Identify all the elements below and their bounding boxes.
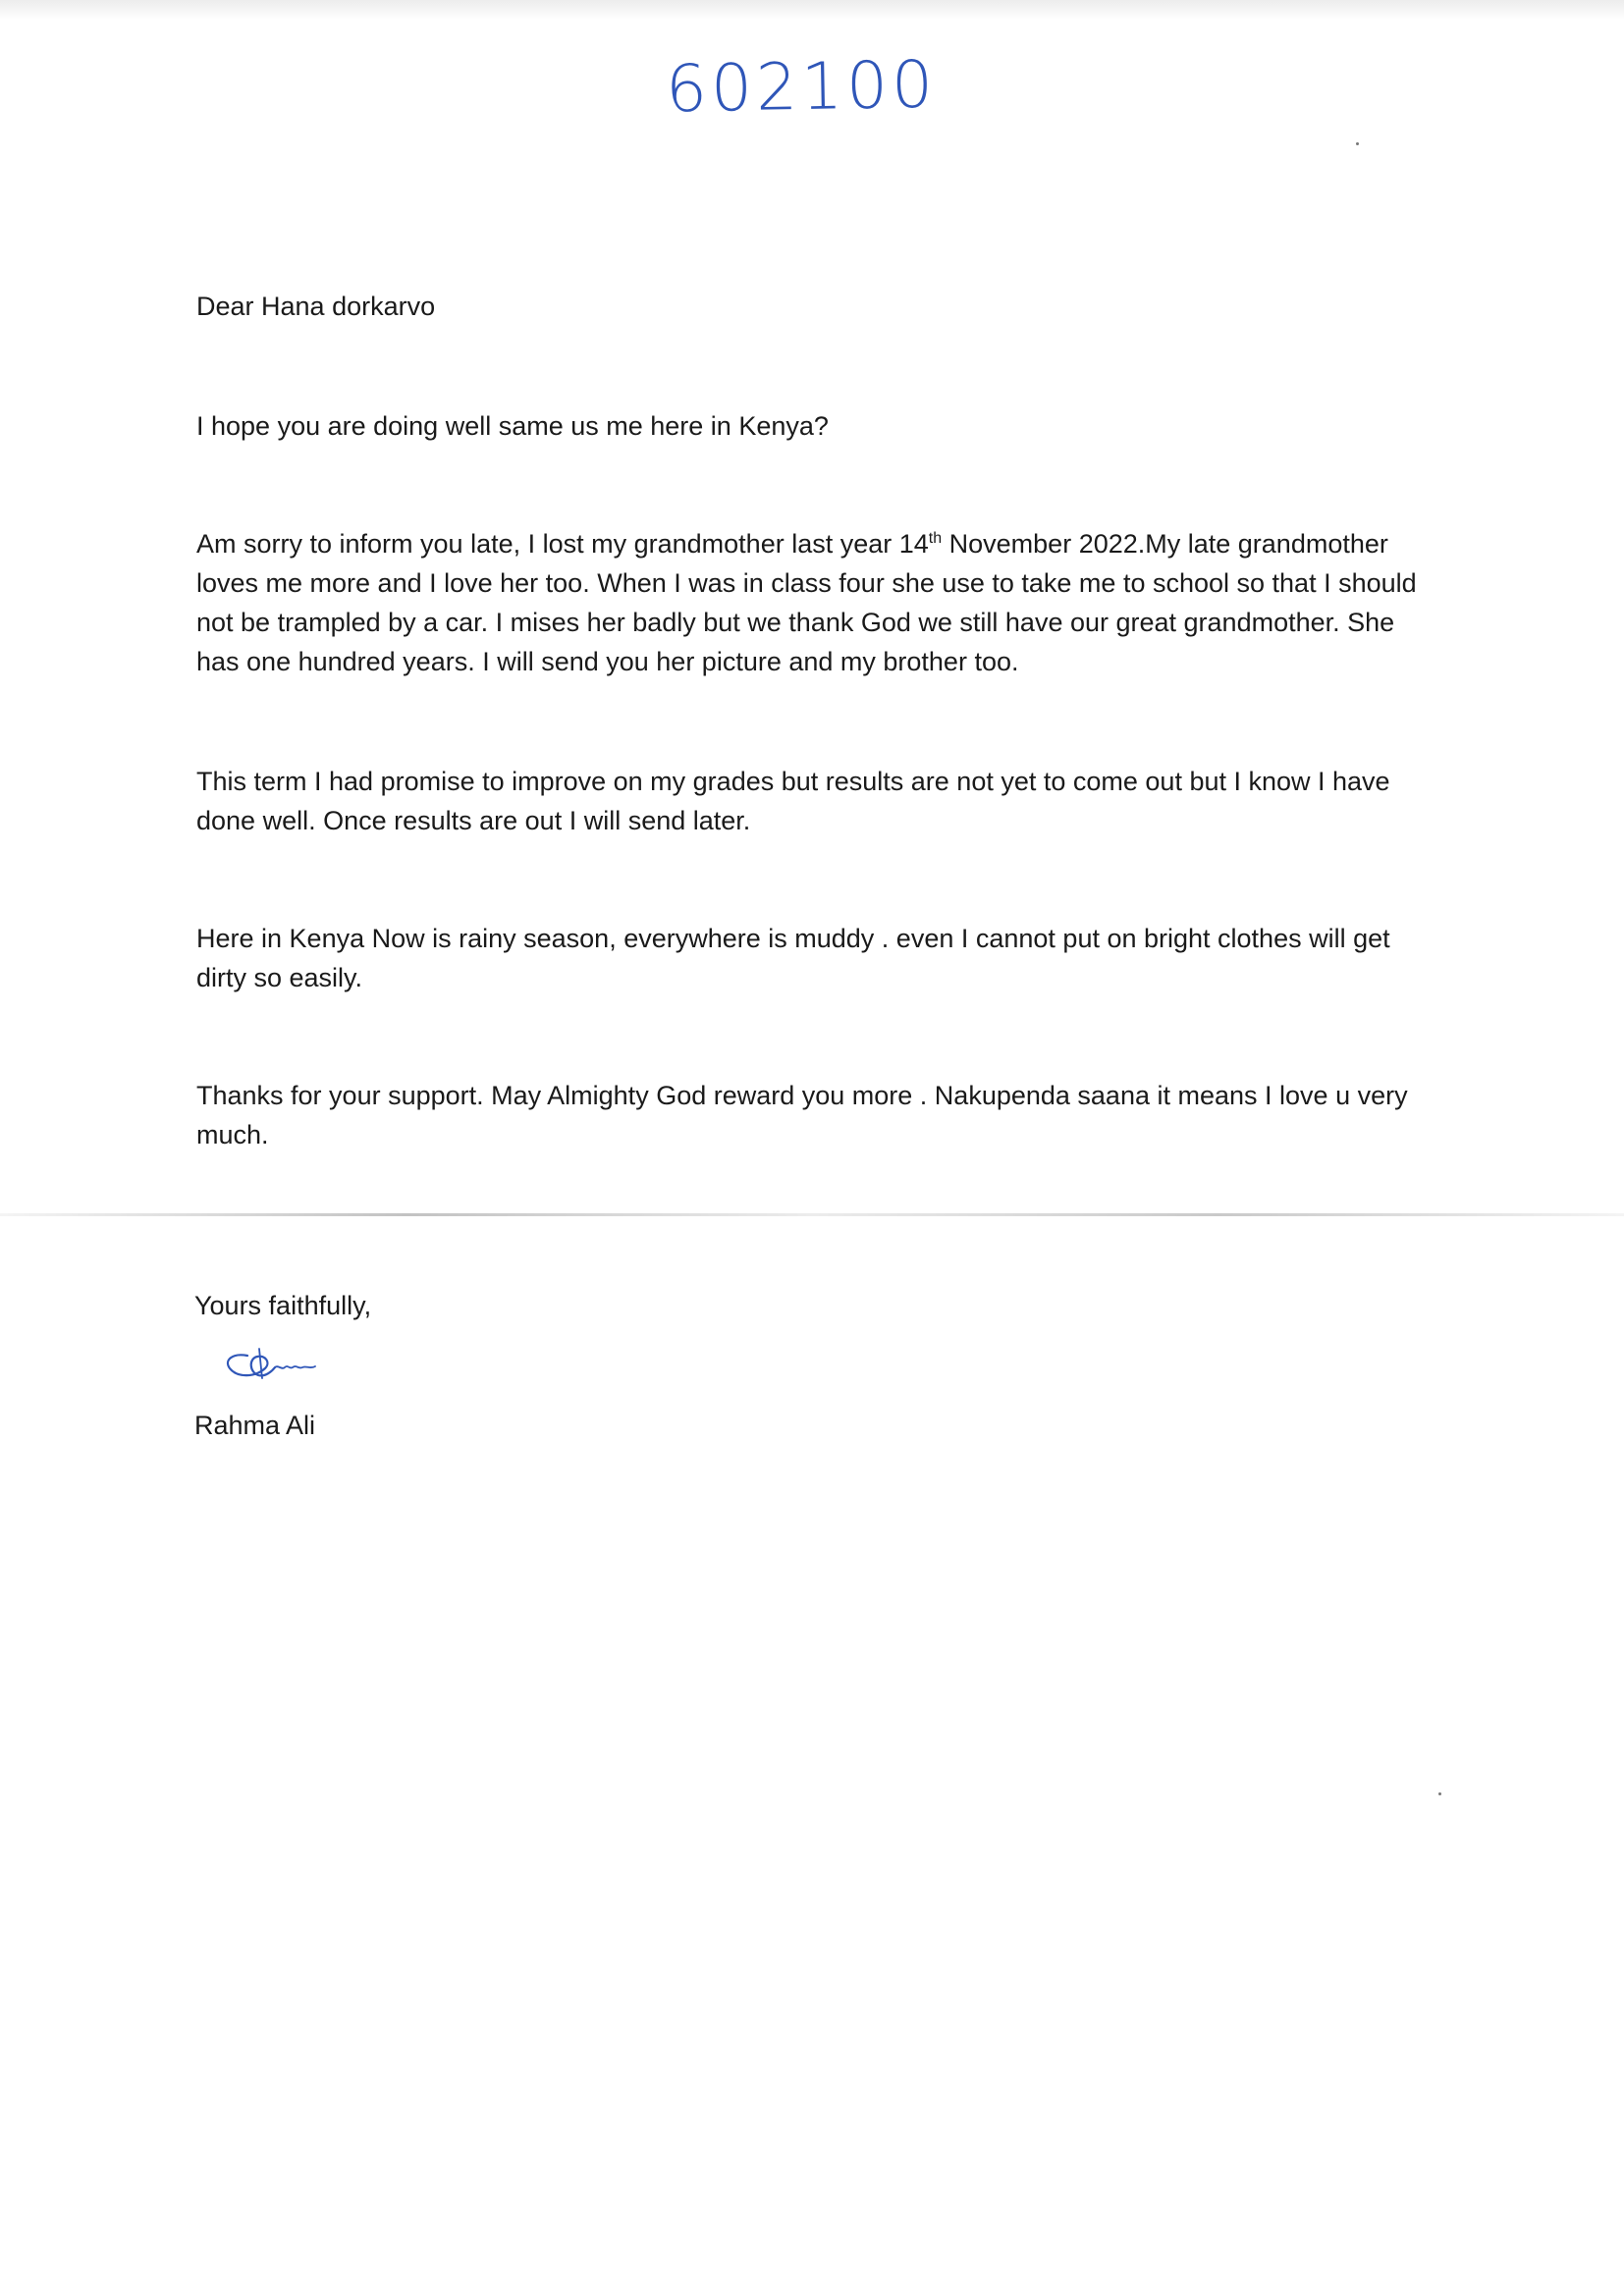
paper-fold-line (0, 1213, 1624, 1216)
scan-speck (1356, 142, 1359, 145)
ordinal-suffix: th (928, 530, 943, 547)
sign-off: Yours faithfully, (194, 1291, 372, 1320)
paragraph-2-text-before: Am sorry to inform you late, I lost my grandmother last year 14 (196, 529, 929, 559)
scan-speck (1438, 1792, 1441, 1795)
handwritten-reference-number: 602100 (665, 46, 938, 128)
handwritten-signature (214, 1341, 342, 1390)
paragraph-3: This term I had promise to improve on my grades but results are not yet to come out but I know I have done well. Once results are out I will send later. (196, 767, 1390, 835)
paragraph-2-text-after: November 2022.My late grandmother loves me more and I love her too. When I was in class four she use to take me to school so that I should not be trampled by a car. I mises her badly but we thank God we still have our great grandmother. She has one hundred years. I will send you her picture and my brother too. (196, 529, 1417, 676)
paragraph-4: Here in Kenya Now is rainy season, everywhere is muddy . even I cannot put on bright clothes will get dirty so easily. (196, 924, 1390, 992)
scan-shadow (0, 0, 1624, 20)
paragraph-5: Thanks for your support. May Almighty God reward you more . Nakupenda saana it means I love u very much. (196, 1081, 1408, 1149)
paragraph-1: I hope you are doing well same us me here in Kenya? (196, 411, 829, 441)
paragraph-2 (196, 524, 1434, 681)
greeting: Dear Hana dorkarvo (196, 292, 436, 321)
signer-name: Rahma Ali (194, 1411, 316, 1440)
